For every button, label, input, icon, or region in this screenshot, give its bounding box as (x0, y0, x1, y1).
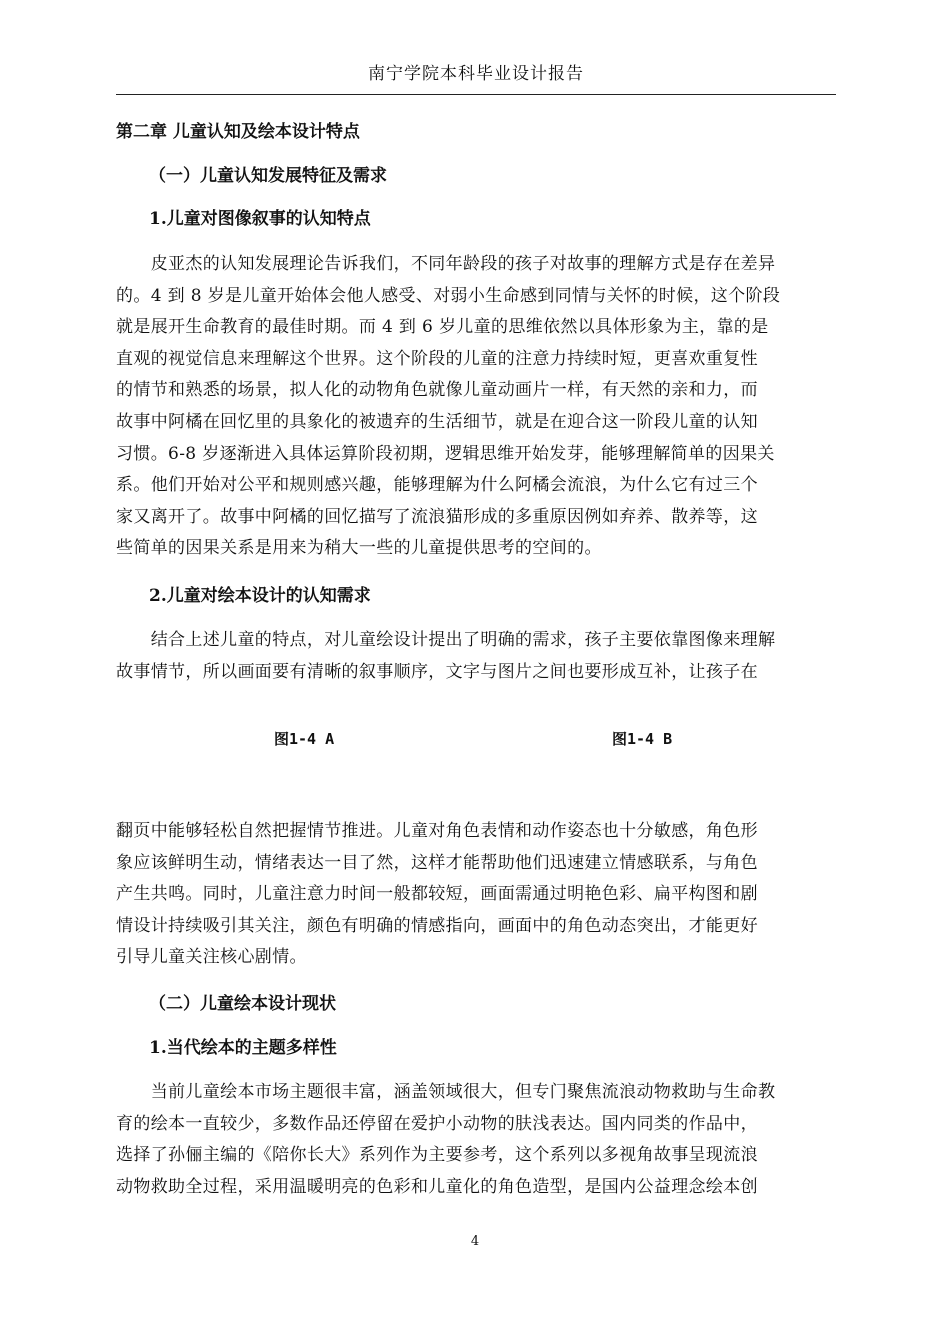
text-line: 育的绘本一直较少，多数作品还停留在爱护小动物的肤浅表达。国内同类的作品中， (116, 1113, 758, 1134)
text-line: 选择了孙俪主编的《陪你长大》系列作为主要参考，这个系列以多视角故事呈现流浪 (116, 1145, 758, 1166)
text-line: 象应该鲜明生动，情绪表达一目了然，这样才能帮助他们迅速建立情感联系，与角色 (116, 852, 758, 873)
text-line: 的。4 到 8 岁是儿童开始体会他人感受、对弱小生命感到同情与关怀的时候，这个阶段 (116, 285, 781, 306)
text-line: 些简单的因果关系是用来为稍大一些的儿童提供思考的空间的。 (116, 538, 602, 559)
figure-caption-b: 图1-4 B (612, 730, 673, 748)
subsection-2-1-title: 1.当代绘本的主题多样性 (149, 1038, 337, 1058)
text-line: 的情节和熟悉的场景，拟人化的动物角色就像儿童动画片一样，有天然的亲和力，而 (116, 380, 758, 401)
text-line: 直观的视觉信息来理解这个世界。这个阶段的儿童的注意力持续时短，更喜欢重复性 (116, 348, 758, 369)
text-line: 就是展开生命教育的最佳时期。而 4 到 6 岁儿童的思维依然以具体形象为主，靠的是 (116, 317, 769, 338)
paragraph-design-needs-part1 (116, 625, 838, 688)
text-line: 系。他们开始对公平和规则感兴趣，能够理解为什么阿橘会流浪，为什么它有过三个 (116, 475, 758, 496)
text-line: 故事中阿橘在回忆里的具象化的被遗弃的生活细节，就是在迎合这一阶段儿童的认知 (116, 411, 758, 432)
text-line: 皮亚杰的认知发展理论告诉我们，不同年龄段的孩子对故事的理解方式是存在差异 (116, 254, 776, 274)
paragraph-design-needs-part2 (116, 816, 838, 974)
page-number: 4 (470, 1234, 480, 1249)
running-header (116, 60, 836, 95)
paragraph-cognitive-traits (116, 249, 838, 565)
figure-caption-a: 图1-4 A (274, 730, 335, 748)
text-line: 产生共鸣。同时，儿童注意力时间一般都较短，画面需通过明艳色彩、扁平构图和剧 (116, 884, 758, 905)
chapter-title: 第二章 儿童认知及绘本设计特点 (116, 122, 360, 142)
text-line: 动物救助全过程，采用温暖明亮的色彩和儿童化的角色造型，是国内公益理念绘本创 (116, 1176, 758, 1197)
text-line: 当前儿童绘本市场主题很丰富，涵盖领域很大，但专门聚焦流浪动物救助与生命教 (116, 1082, 776, 1102)
text-line: 情设计持续吸引其关注，颜色有明确的情感指向，画面中的角色动态突出，才能更好 (116, 915, 758, 936)
text-line: 故事情节，所以画面要有清晰的叙事顺序，文字与图片之间也要形成互补，让孩子在 (116, 661, 758, 682)
header-title: 南宁学院本科毕业设计报告 (368, 64, 584, 84)
text-line: 结合上述儿童的特点，对儿童绘设计提出了明确的需求，孩子主要依靠图像来理解 (116, 630, 776, 650)
text-line: 家又离开了。故事中阿橘的回忆描写了流浪猫形成的多重原因例如弃养、散养等，这 (116, 506, 758, 527)
section-2-title: （二）儿童绘本设计现状 (149, 994, 336, 1014)
subsection-1-1-title: 1.儿童对图像叙事的认知特点 (149, 209, 371, 229)
section-1-title: （一）儿童认知发展特征及需求 (149, 166, 387, 186)
paragraph-theme-diversity (116, 1077, 838, 1203)
text-line: 习惯。6-8 岁逐渐进入具体运算阶段初期，逻辑思维开始发芽，能够理解简单的因果关 (116, 443, 775, 464)
text-line: 引导儿童关注核心剧情。 (116, 947, 307, 968)
subsection-1-2-title: 2.儿童对绘本设计的认知需求 (149, 586, 371, 606)
text-line: 翻页中能够轻松自然把握情节推进。儿童对角色表情和动作姿态也十分敏感，角色形 (116, 821, 758, 841)
